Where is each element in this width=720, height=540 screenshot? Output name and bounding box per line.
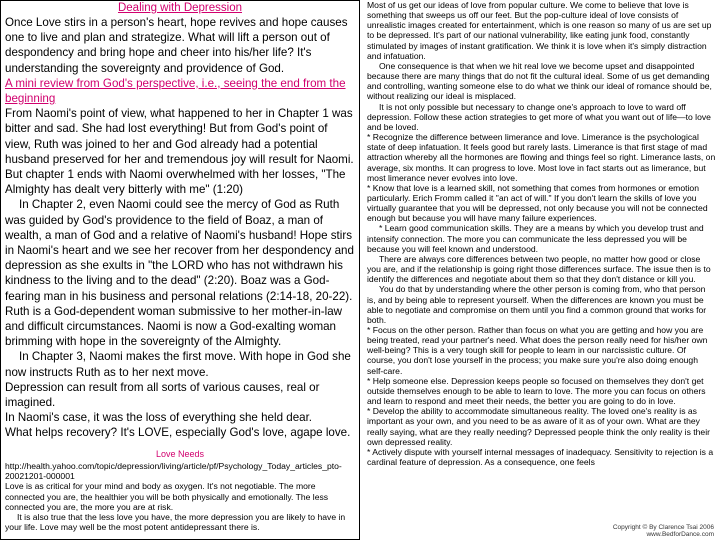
section-heading: Love Needs bbox=[155, 448, 205, 459]
source-url[interactable]: http://health.yahoo.com/topic/depression/living/article/pf/Psychology_Today_articles_pto-20021201-000001 bbox=[5, 460, 342, 481]
paragraph: * Recognize the difference between limerance and love. Limerance is the psychological state of deep infatuation. It feels good but rarely lasts. Limerance is that first stage of mad attraction whereby all the hormones are flowing and things feel so right. Limerance lasts, on average, six months. It can progress to love. Most love in fact starts out as limerance, but most limerance never evolves into love. bbox=[367, 132, 716, 183]
paragraph: * Develop the ability to accommodate simultaneous reality. The loved one's reality is as important as your own, and you need to be as aware of it as of your own. What are they really saying, what are they really needing? Depressed people think the only reality is their own depressed reality. bbox=[367, 406, 710, 447]
right-column bbox=[361, 0, 720, 540]
paragraph: * Actively dispute with yourself internal messages of inadequacy. Sensitivity to rejection is a cardinal feature of depression. As a consequence, one feels bbox=[367, 446, 714, 468]
paragraph: * Help someone else. Depression keeps people so focused on themselves they don't get outside themselves enough to be able to learn to love. The more you can focus on others and learn to respond and meet their needs, the better you are going to do in love. bbox=[367, 375, 706, 407]
paragraph: Depression can result from all sorts of various causes, real or imagined. bbox=[5, 380, 320, 410]
paragraph: There are always core differences between two people, no matter how good or close you are, and if the relationship is going right those differences surface. The issue then is to identify the differences and negotiate about them so that they don't distance or kill you. bbox=[367, 253, 711, 285]
paragraph: What helps recovery? It's LOVE, especially God's love, agape love. bbox=[5, 426, 351, 440]
paragraph: It is also true that the less love you have, the more depression you are likely to have in your life. Love may well be the most potent antidepressant there is. bbox=[5, 512, 346, 533]
paragraph: Most of us get our ideas of love from popular culture. We come to believe that love is something that sweeps us off our feet. But the pop-culture ideal of love consists of unrealistic images created for entertainment, which is one reason so many of us are set up to be depressed. It's part of our national vulnerability, like eating junk food, constantly stimulated by images of instant gratification. We think it is love when it's simply distraction and infatuation. bbox=[367, 0, 712, 61]
review-link[interactable]: A mini review from God's perspective, i.e., seeing the end from the beginning bbox=[5, 76, 346, 106]
paragraph: You do that by understanding where the other person is coming from, who that person is, and by being able to represent yourself. When the differences are known you must be able to negotiate and compromise on them until you find a common ground that works for both. bbox=[367, 284, 707, 325]
paragraph: One consequence is that when we hit real love we become upset and disappointed because there are many things that do not fit the cultural ideal. Some of us get demanding and controlling, wanting someone else to do what we think our ideal of romance should be, without realizing our ideal is misplaced. bbox=[367, 60, 712, 102]
paragraph: From Naomi's point of view, what happened to her in Chapter 1 was bitter and sad. She had lost everything! But from God's point of view, Ruth was joined to her and God already had a potential husband preserved for her and tremendous joy will result for Naomi. But chapter 1 ends with Naomi overwhelmed with her losses, "The Almighty has dealt very bitterly with me" (1:20) bbox=[5, 107, 354, 197]
paragraph: * Know that love is a learned skill, not something that comes from hormones or emotion particularly. Erich Fromm called it "an act of will." If you don't learn the skills of love you virtually guarantee that you will be depressed, not only because you will not be connected enough but because you will have many failure experiences. bbox=[367, 182, 708, 224]
paragraph: In Chapter 3, Naomi makes the first move. With hope in God she now instructs Ruth as to her next move. bbox=[5, 350, 351, 379]
website-line: www.BedforDance.com bbox=[646, 531, 714, 538]
copyright-credit bbox=[613, 524, 714, 538]
paragraph: * Focus on the other person. Rather than focus on what you are getting and how you are being treated, read your partner's need. What does the person really need for his/her own well-being? This is a very tough skill for people to learn in our narcissistic culture. Of course, you don't lose yourself in the process; you make sure you're also doing enough self-care. bbox=[367, 325, 708, 376]
paragraph: It is not only possible but necessary to change one's approach to love to ward off depression. Follow these action strategies to get more of what you want out of life—to love and be loved. bbox=[367, 101, 711, 132]
paragraph: Once Love stirs in a person's heart, hope revives and hope causes one to live and plan and strategize. What will lift a person out of despondency and bring hope and cheer into his/her life? It's understanding the sovereignty and providence of God. bbox=[5, 16, 348, 75]
copyright-line: Copyright © By Clarence Tsai 2006 bbox=[612, 524, 714, 531]
paragraph: * Learn good communication skills. They are a means by which you develop trust and intensify connection. The more you can communicate the less depressed you will be because you will feel known and understood. bbox=[367, 223, 704, 254]
paragraph: Love is as critical for your mind and body as oxygen. It's not negotiable. The more connected you are, the healthier you will be both physically and emotionally. The less connected you are, the more you are at risk. bbox=[5, 481, 329, 512]
paragraph: In Naomi's case, it was the loss of everything she held dear. bbox=[5, 411, 313, 425]
paragraph: In Chapter 2, even Naomi could see the mercy of God as Ruth was guided by God's providence to the field of Boaz, a man of wealth, a man of God and a relative of Naomi's husband! Hope stirs in Naomi's heart and we see her recover from her despondency and depression as she exults in "the LORD who has not withdrawn his kindness to the living and to the dead" (2:20). Boaz was a God-fearing man in his business and personal relations (2:14-18, 20-22). Ruth is a God-dependent woman submissive to her mother-in-law and difficult circumstances. Naomi is now a God-exalting woman brimming with hope in the sovereignty of the Almighty. bbox=[5, 198, 354, 349]
article-title: Dealing with Depression bbox=[117, 2, 242, 14]
